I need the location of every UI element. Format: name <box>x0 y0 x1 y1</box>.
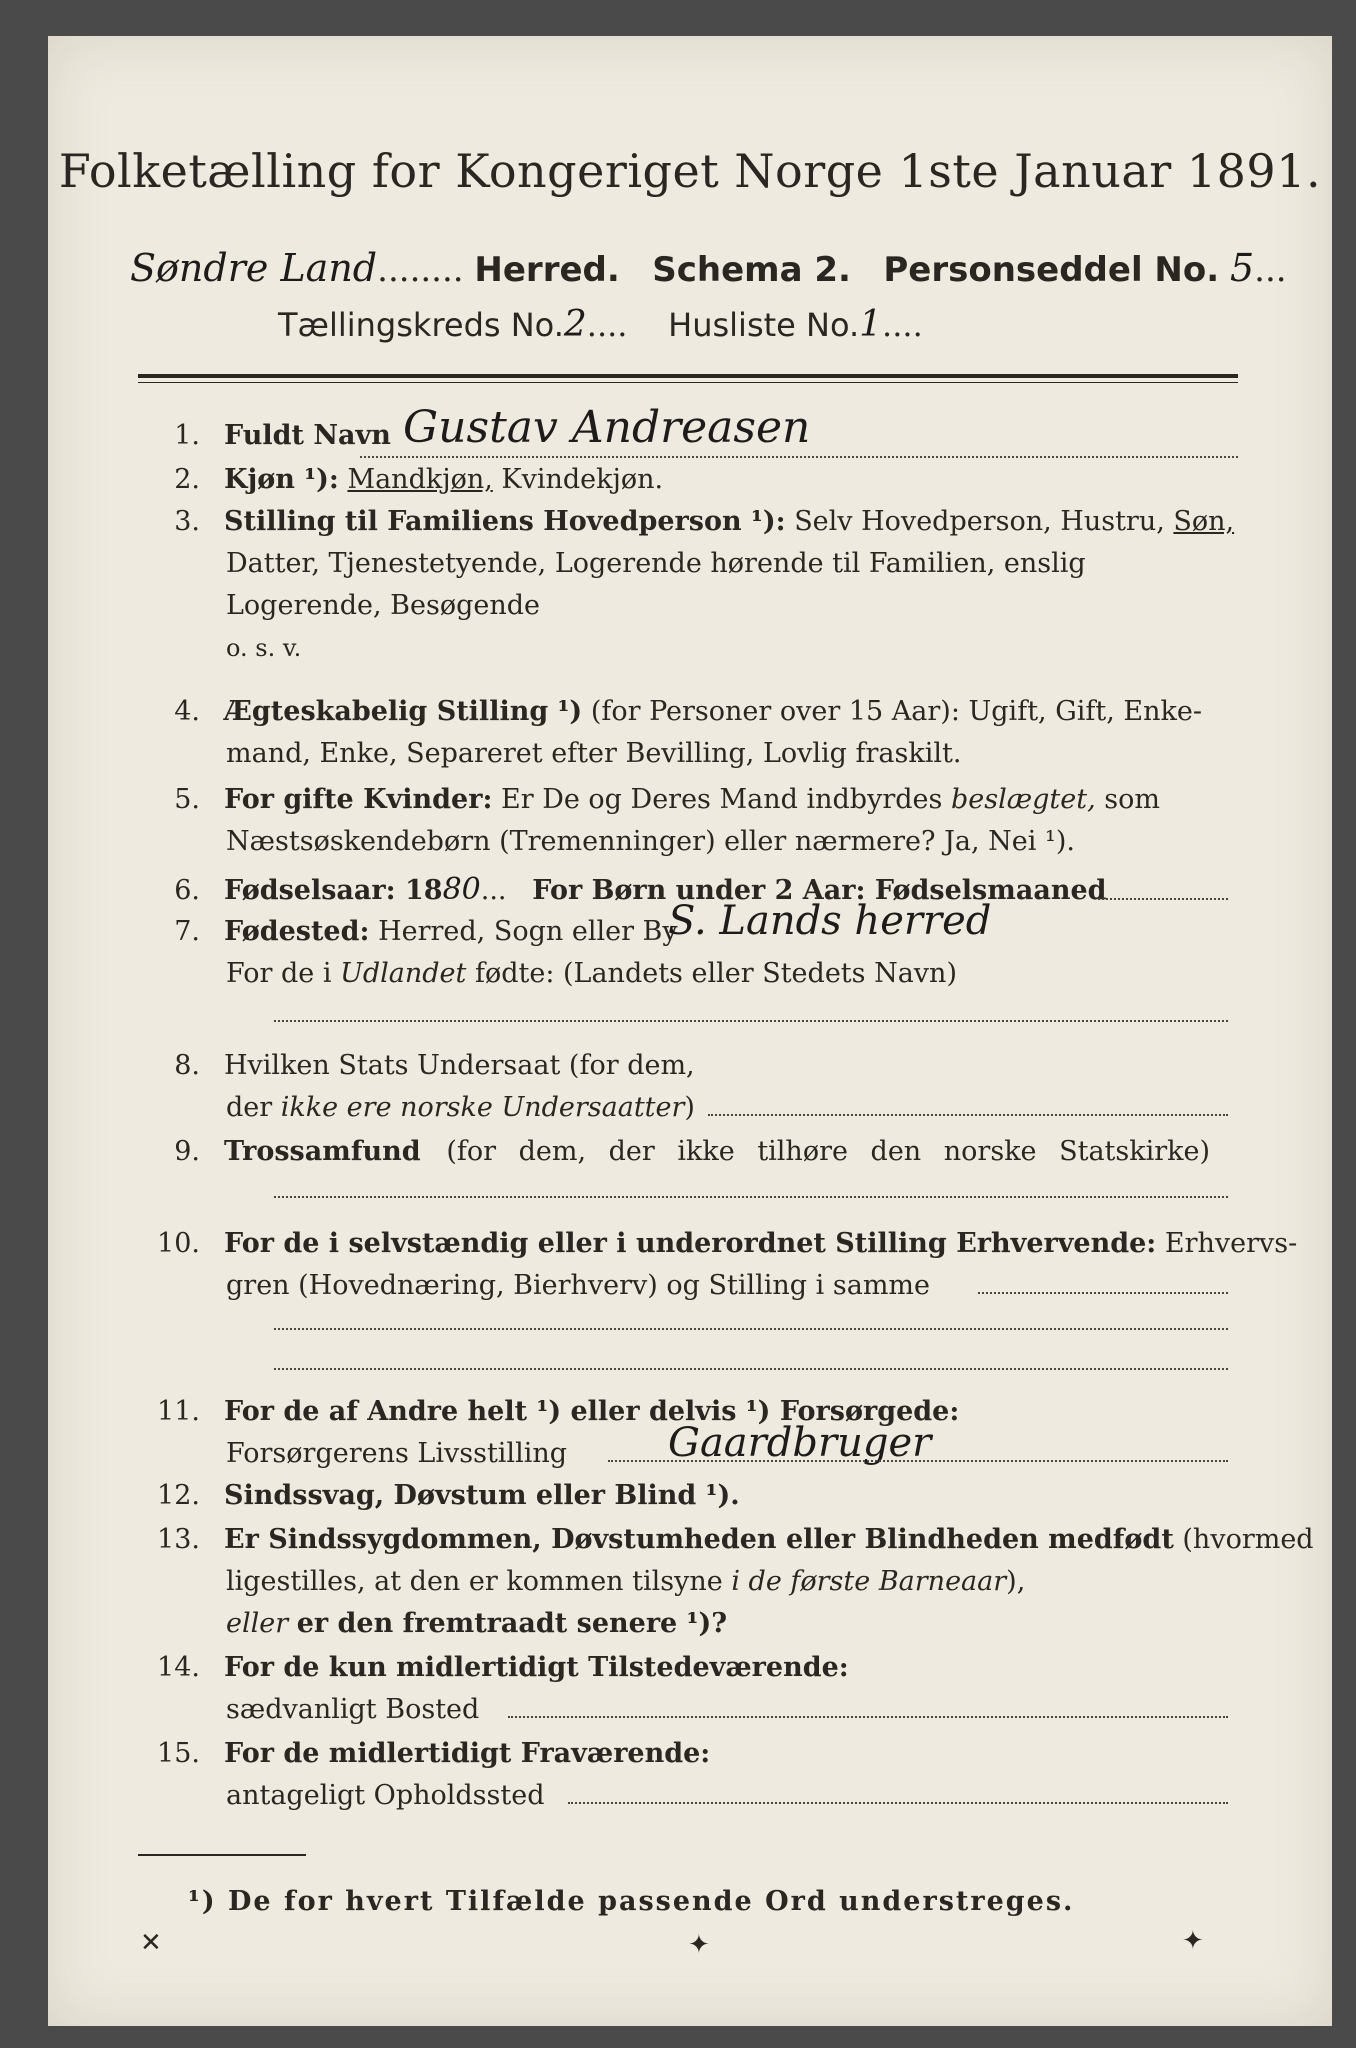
q7-text-2 <box>226 954 957 994</box>
question-8 <box>118 1046 695 1086</box>
q10-dotted-line-1 <box>978 1292 1228 1294</box>
q3-number: 3. <box>174 506 200 537</box>
q7-text-2a: For de i <box>226 958 332 989</box>
q2-option-male-underlined: Mandkjøn, <box>347 464 493 495</box>
q3-text-2: Datter, Tjenestetyende, Logerende hørende til Familien, enslig <box>226 548 1086 579</box>
q13-text-3b: er den fremtraadt senere ¹)? <box>296 1608 728 1639</box>
q13-text-1: (hvormed <box>1182 1524 1314 1555</box>
q12-label: Sindssvag, Døvstum eller Blind ¹). <box>224 1480 740 1511</box>
header-rule <box>138 374 1238 378</box>
question-13 <box>118 1520 1314 1560</box>
q4-label: Ægteskabelig Stilling ¹) <box>224 696 583 727</box>
question-9 <box>118 1132 1210 1172</box>
q7-number: 7. <box>174 916 200 947</box>
header-line-kreds: Tællingskreds No.2.... Husliste No.1.... <box>278 304 923 345</box>
corner-mark-right: ✦ <box>1182 1926 1204 1956</box>
q7-dotted-line <box>274 1020 1228 1022</box>
q1-name-handwritten: Gustav Andreasen <box>403 402 811 453</box>
schema-label: Schema 2. <box>652 250 851 290</box>
husliste-value: 1 <box>859 304 883 345</box>
question-1 <box>118 416 391 456</box>
q10-text-1: Erhvervs- <box>1164 1228 1298 1259</box>
q3-text-4: o. s. v. <box>226 634 302 662</box>
q2-option-female: Kvindekjøn. <box>501 464 664 495</box>
personseddel-label: Personseddel No. <box>883 250 1220 290</box>
question-4 <box>118 692 1202 732</box>
header-line-herred: Søndre Land........ Herred. Schema 2. Personseddel No. 5... <box>130 246 1287 290</box>
q6-label: Fødselsaar: 18 <box>224 875 443 906</box>
q13-text-3a: eller <box>226 1608 289 1639</box>
q8-label: Hvilken Stats Undersaat <box>224 1050 561 1081</box>
q12-number: 12. <box>157 1480 200 1511</box>
q11-label: For de af Andre helt ¹) eller delvis ¹) Forsørgede: <box>224 1396 960 1427</box>
q9-number: 9. <box>174 1136 200 1167</box>
q13-text-2c: ), <box>1006 1566 1026 1597</box>
question-14 <box>118 1648 849 1688</box>
q13-text-2 <box>226 1562 1025 1602</box>
q6-number: 6. <box>174 875 200 906</box>
q15-number: 15. <box>157 1738 200 1769</box>
q6-text: For Børn under 2 Aar: Fødselsmaaned <box>532 875 1107 906</box>
q14-number: 14. <box>157 1652 200 1683</box>
kreds-label: Tællingskreds No. <box>278 306 564 344</box>
q1-dotted-line <box>360 456 1238 458</box>
q13-text-3 <box>226 1604 727 1644</box>
q8-text-2c: ) <box>684 1092 695 1123</box>
q11-text-2: Forsørgerens Livsstilling <box>226 1438 568 1469</box>
q14-text-2: sædvanligt Bosted <box>226 1694 480 1725</box>
q5-text-2: Næstsøskendebørn (Tremenninger) eller nærmere? Ja, Nei ¹). <box>226 826 1075 857</box>
q1-number: 1. <box>174 420 200 451</box>
q5-label: For gifte Kvinder: <box>224 784 493 815</box>
footnote-rule <box>138 1854 306 1856</box>
q7-text-1: Herred, Sogn eller By <box>378 916 678 947</box>
question-2 <box>118 460 663 500</box>
q8-text-2b: ikke ere norske Undersaatter <box>280 1092 685 1123</box>
q8-dotted-line <box>708 1114 1228 1116</box>
husliste-label: Husliste No. <box>668 306 860 344</box>
kreds-value: 2 <box>563 304 587 345</box>
q8-number: 8. <box>174 1050 200 1081</box>
q13-text-2a: ligestilles, at den er kommen tilsyne <box>226 1566 723 1597</box>
personseddel-value: 5 <box>1229 246 1255 290</box>
q10-dotted-line-3 <box>274 1368 1228 1370</box>
q10-dotted-line-2 <box>274 1328 1228 1330</box>
q4-text-2: mand, Enke, Separeret efter Bevilling, Lovlig fraskilt. <box>226 738 962 769</box>
q15-text-2: antageligt Opholdssted <box>226 1780 545 1811</box>
q10-number: 10. <box>157 1228 200 1259</box>
q2-label: Kjøn ¹): <box>224 464 339 495</box>
q15-label: For de midlertidigt Fraværende: <box>224 1738 711 1769</box>
q5-number: 5. <box>174 784 200 815</box>
q5-text-1c: som <box>1104 784 1160 815</box>
footnote: ¹) De for hvert Tilfælde passende Ord understreges. <box>188 1886 1075 1917</box>
q8-text-1: (for dem, <box>568 1050 695 1081</box>
herred-label: Herred. <box>474 250 620 290</box>
q5-text-1a: Er De og Deres Mand indbyrdes <box>501 784 943 815</box>
q2-number: 2. <box>174 464 200 495</box>
q9-dotted-line <box>274 1196 1228 1198</box>
q7-text-2c: fødte: (Landets eller Stedets Navn) <box>474 958 957 989</box>
q6-dotted-line <box>1098 898 1228 900</box>
question-15 <box>118 1734 710 1774</box>
q9-text-1: (for dem, der ikke tilhøre den norske Statskirke) <box>446 1136 1211 1167</box>
corner-mark-left: ✕ <box>140 1928 162 1958</box>
q7-label: Fødested: <box>224 916 370 947</box>
q14-dotted-line <box>508 1716 1228 1718</box>
q7-text-2b: Udlandet <box>340 958 467 989</box>
herred-handwritten: Søndre Land <box>130 246 378 290</box>
q10-text-2: gren (Hovednæring, Bierhverv) og Stilling i samme <box>226 1270 931 1301</box>
q3-label: Stilling til Familiens Hovedperson ¹): <box>224 506 786 537</box>
q13-text-2b: i de første Barneaar <box>731 1566 1007 1597</box>
q8-text-2a: der <box>226 1092 273 1123</box>
q3-option-son-underlined: Søn, <box>1173 506 1235 537</box>
q10-label: For de i selvstændig eller i underordnet Stilling Erhvervende: <box>224 1228 1157 1259</box>
q13-label: Er Sindssygdommen, Døvstumheden eller Blindheden medfødt <box>224 1524 1174 1555</box>
q13-number: 13. <box>157 1524 200 1555</box>
header-rule-thin <box>138 382 1238 383</box>
q3-text-1: Selv Hovedperson, Hustru, <box>794 506 1165 537</box>
q1-label: Fuldt Navn <box>224 420 391 451</box>
q7-birthplace-handwritten: S. Lands herred <box>668 898 992 944</box>
q3-text-3: Logerende, Besøgende <box>226 590 540 621</box>
question-5 <box>118 780 1160 820</box>
question-10 <box>118 1224 1297 1264</box>
q11-occupation-handwritten: Gaardbruger <box>668 1420 932 1466</box>
q4-number: 4. <box>174 696 200 727</box>
q11-dotted-line <box>608 1460 1228 1462</box>
q5-text-1b: beslægtet, <box>950 784 1096 815</box>
question-7 <box>118 912 678 952</box>
form-title: Folketælling for Kongeriget Norge 1ste Januar 1891. <box>58 144 1322 198</box>
census-form-sheet <box>48 36 1332 2026</box>
question-6: 6. Fødselsaar: 1880... For Børn under 2 Aar: Fødselsmaaned <box>118 870 1107 911</box>
q11-number: 11. <box>157 1396 200 1427</box>
q4-text-1: (for Personer over 15 Aar): Ugift, Gift, Enke- <box>590 696 1202 727</box>
q8-text-2 <box>226 1088 695 1128</box>
question-12 <box>118 1476 740 1516</box>
q9-label: Trossamfund <box>224 1136 421 1167</box>
corner-mark-center: ✦ <box>688 1930 710 1960</box>
q6-year-handwritten: 80 <box>442 872 481 907</box>
q14-label: For de kun midlertidigt Tilstedeværende: <box>224 1652 849 1683</box>
question-3 <box>118 502 1234 542</box>
q15-dotted-line <box>568 1802 1228 1804</box>
